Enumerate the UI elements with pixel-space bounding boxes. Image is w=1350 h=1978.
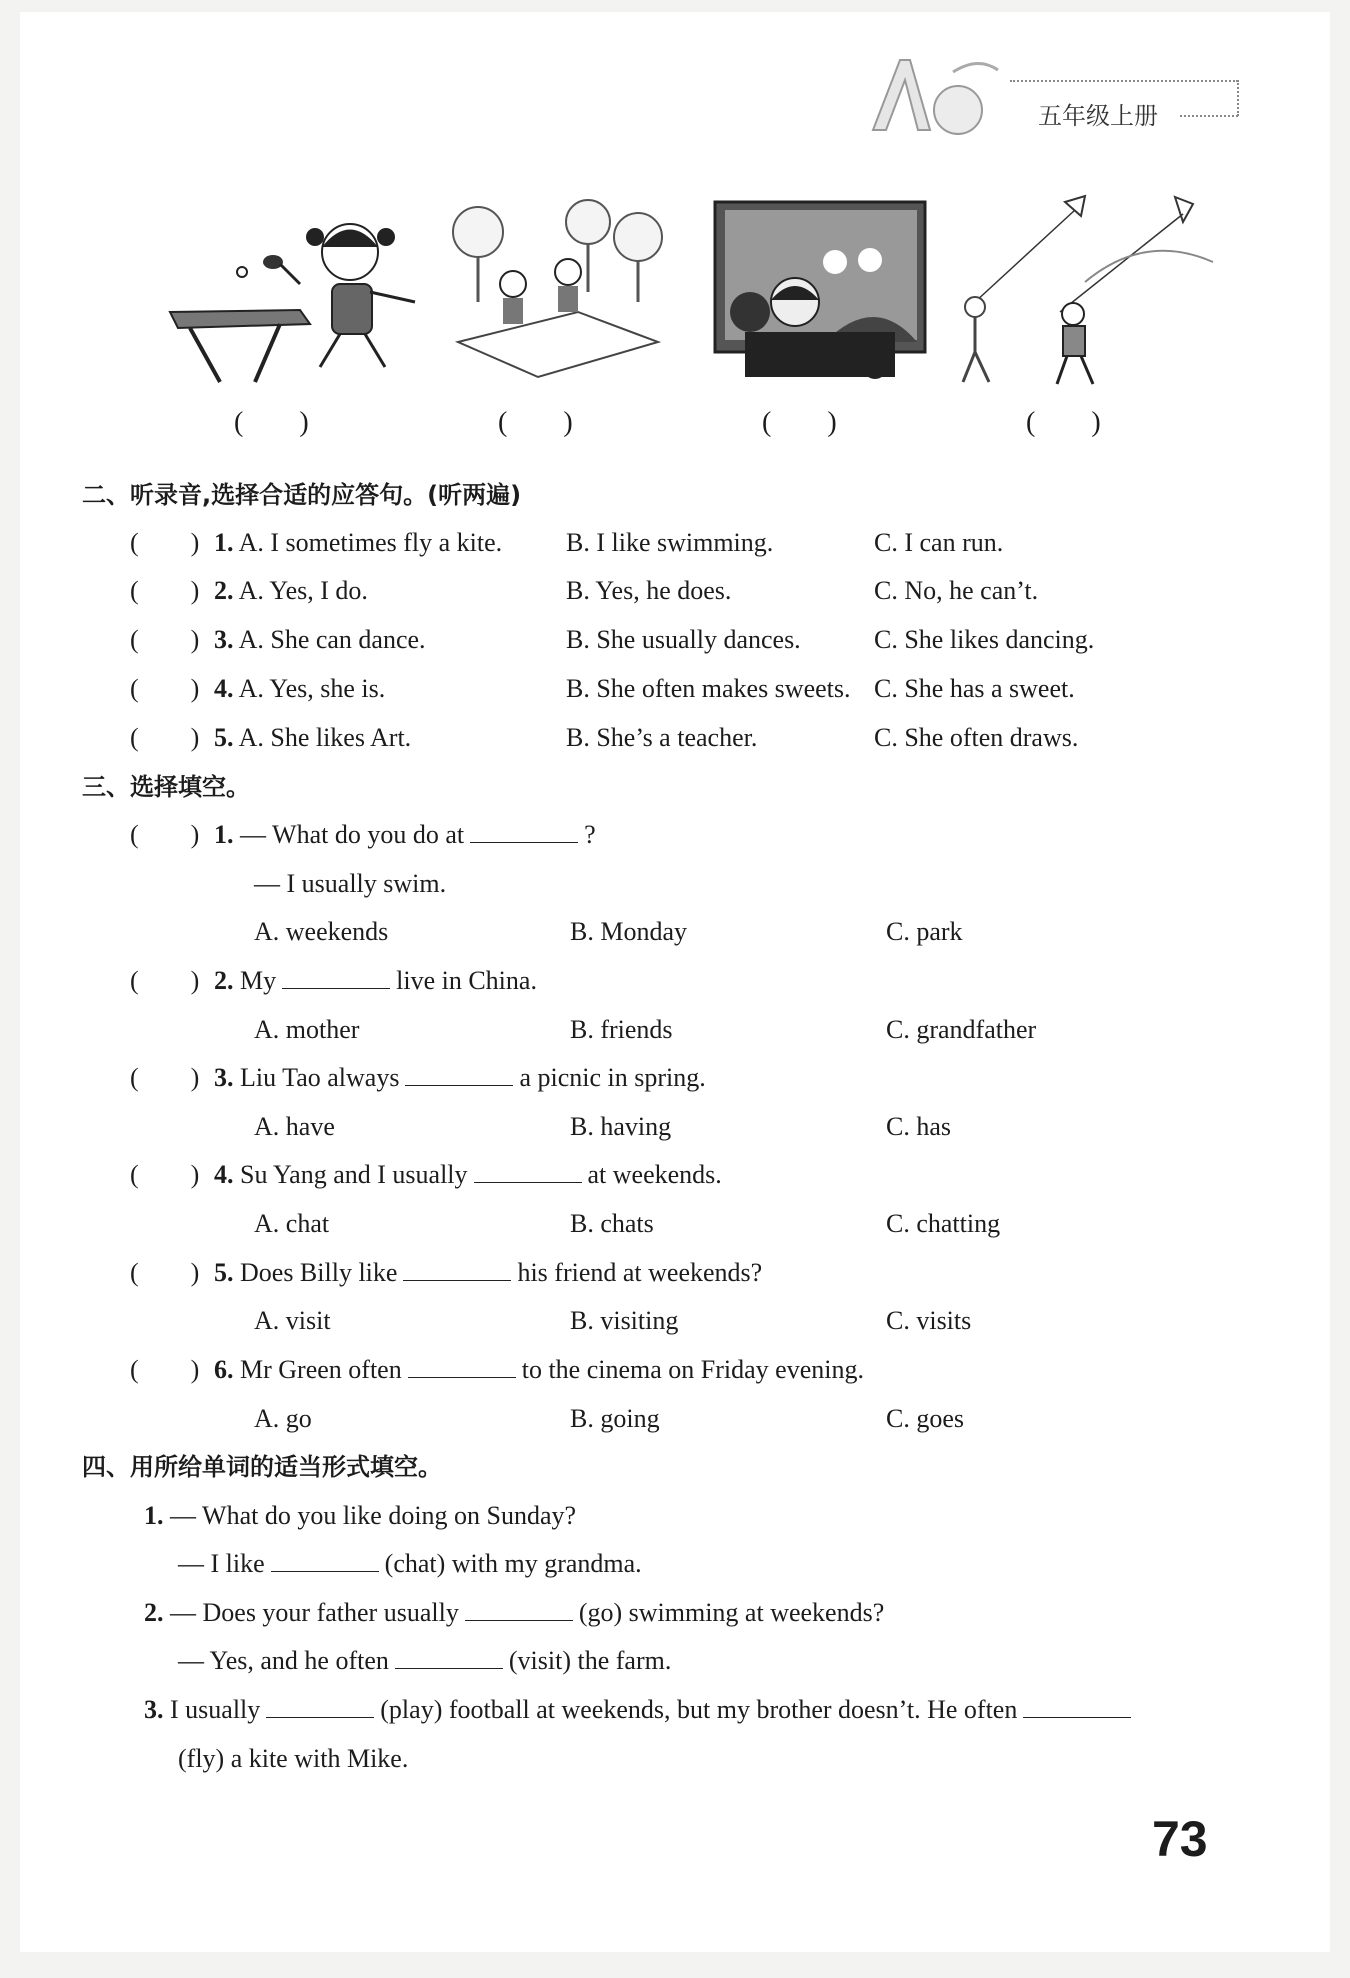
- option-b: B. Yes, he does.: [566, 576, 732, 605]
- option-a: A. have: [254, 1112, 335, 1141]
- option-a: A. I sometimes fly a kite.: [238, 528, 503, 557]
- option-a: A. Yes, she is.: [238, 674, 386, 703]
- option-b: B. Monday: [570, 917, 687, 946]
- fill-blank[interactable]: [266, 1695, 374, 1718]
- answer-paren[interactable]: ( ): [130, 625, 200, 654]
- fill-blank[interactable]: [282, 966, 390, 989]
- answer-paren[interactable]: ( ): [130, 723, 200, 752]
- header-rule-bottom: [1180, 115, 1238, 117]
- fill-blank[interactable]: [271, 1549, 379, 1572]
- option-a: A. Yes, I do.: [238, 576, 368, 605]
- s3-item-2: ( ) 2. My live in China.: [130, 964, 537, 998]
- option-b: B. friends: [570, 1015, 673, 1044]
- s3-item-1-answer-line: — I usually swim.: [254, 869, 447, 898]
- option-a: A. mother: [254, 1015, 360, 1044]
- answer-paren[interactable]: ( ): [130, 820, 200, 849]
- s2-item-3: ( ) 3. A. She can dance.: [130, 623, 426, 657]
- fill-blank[interactable]: [405, 1063, 513, 1086]
- s4-q1-line2: — I like (chat) with my grandma.: [178, 1549, 642, 1578]
- option-a: A. She likes Art.: [238, 723, 412, 752]
- section-3-title: 三、选择填空。: [82, 773, 250, 801]
- s2-item-1: ( ) 1. A. I sometimes fly a kite.: [130, 526, 502, 560]
- s3-item-5: ( ) 5. Does Billy like his friend at weekends?: [130, 1256, 762, 1290]
- answer-paren[interactable]: ( ): [130, 674, 200, 703]
- picture-1-answer-paren[interactable]: ( ): [234, 407, 309, 438]
- section-4-title: 四、用所给单词的适当形式填空。: [82, 1453, 442, 1481]
- answer-paren[interactable]: ( ): [130, 1063, 200, 1092]
- option-b: B. having: [570, 1112, 672, 1141]
- answer-paren[interactable]: ( ): [130, 528, 200, 557]
- fill-blank[interactable]: [403, 1258, 511, 1281]
- option-c: C. park: [886, 917, 963, 946]
- header-rule: [1010, 80, 1238, 82]
- section-2-title: 二、听录音,选择合适的应答句。(听两遍): [82, 481, 522, 509]
- option-c: C. No, he can’t.: [874, 576, 1039, 605]
- option-c: C. grandfather: [886, 1015, 1037, 1044]
- s4-q3-line2: (fly) a kite with Mike.: [178, 1744, 409, 1773]
- option-c: C. chatting: [886, 1209, 1001, 1238]
- option-b: B. I like swimming.: [566, 528, 774, 557]
- option-a: A. go: [254, 1404, 312, 1433]
- option-c: C. She has a sweet.: [874, 674, 1075, 703]
- fill-blank[interactable]: [1023, 1695, 1131, 1718]
- fill-blank[interactable]: [470, 820, 578, 843]
- option-a: A. visit: [254, 1306, 331, 1335]
- picture-2-answer-paren[interactable]: ( ): [498, 407, 573, 438]
- s2-item-2: ( ) 2. A. Yes, I do.: [130, 574, 368, 608]
- s4-q1-line1: 1. — What do you like doing on Sunday?: [144, 1501, 577, 1530]
- fly-kite-picture: [945, 192, 1215, 392]
- option-c: C. I can run.: [874, 528, 1004, 557]
- s2-item-4: ( ) 4. A. Yes, she is.: [130, 672, 385, 706]
- option-c: C. She likes dancing.: [874, 625, 1095, 654]
- option-c: C. goes: [886, 1404, 964, 1433]
- option-b: B. She often makes sweets.: [566, 674, 851, 703]
- option-c: C. She often draws.: [874, 723, 1079, 752]
- grade-label: 五年级上册: [1038, 102, 1158, 130]
- answer-paren[interactable]: ( ): [130, 1355, 200, 1384]
- option-c: C. visits: [886, 1306, 972, 1335]
- ab-logo-icon: [858, 50, 1018, 140]
- option-b: B. She’s a teacher.: [566, 723, 758, 752]
- fill-blank[interactable]: [408, 1355, 516, 1378]
- fill-blank[interactable]: [395, 1646, 503, 1669]
- option-a: A. chat: [254, 1209, 330, 1238]
- picnic-picture: [438, 192, 678, 392]
- worksheet-page: [20, 12, 1330, 1952]
- page-number: 73: [1152, 1811, 1208, 1867]
- option-b: B. chats: [570, 1209, 654, 1238]
- cinema-picture: [705, 192, 935, 392]
- answer-paren[interactable]: ( ): [130, 1258, 200, 1287]
- s3-item-6: ( ) 6. Mr Green often to the cinema on Friday evening.: [130, 1353, 864, 1387]
- s4-q3-line1: 3. I usually (play) football at weekends, but my brother doesn’t. He often: [144, 1693, 1137, 1727]
- fill-blank[interactable]: [465, 1598, 573, 1621]
- answer-paren[interactable]: ( ): [130, 576, 200, 605]
- option-b: B. visiting: [570, 1306, 679, 1335]
- table-tennis-girl-picture: [160, 192, 430, 392]
- picture-3-answer-paren[interactable]: ( ): [762, 407, 837, 438]
- answer-paren[interactable]: ( ): [130, 1160, 200, 1189]
- s4-q2-line2: — Yes, and he often (visit) the farm.: [178, 1646, 672, 1675]
- s3-item-4: ( ) 4. Su Yang and I usually at weekends.: [130, 1158, 722, 1192]
- header-rule-right: [1237, 80, 1239, 116]
- picture-4-answer-paren[interactable]: ( ): [1026, 407, 1101, 438]
- s3-item-1: ( ) 1. — What do you do at ?: [130, 818, 596, 852]
- s3-item-3: ( ) 3. Liu Tao always a picnic in spring.: [130, 1061, 706, 1095]
- fill-blank[interactable]: [474, 1160, 582, 1183]
- s4-q2-line1: 2. — Does your father usually (go) swimming at weekends?: [144, 1598, 885, 1627]
- s2-item-5: ( ) 5. A. She likes Art.: [130, 721, 411, 755]
- option-b: B. going: [570, 1404, 660, 1433]
- option-a: A. weekends: [254, 917, 389, 946]
- option-c: C. has: [886, 1112, 951, 1141]
- option-a: A. She can dance.: [238, 625, 426, 654]
- answer-paren[interactable]: ( ): [130, 966, 200, 995]
- option-b: B. She usually dances.: [566, 625, 801, 654]
